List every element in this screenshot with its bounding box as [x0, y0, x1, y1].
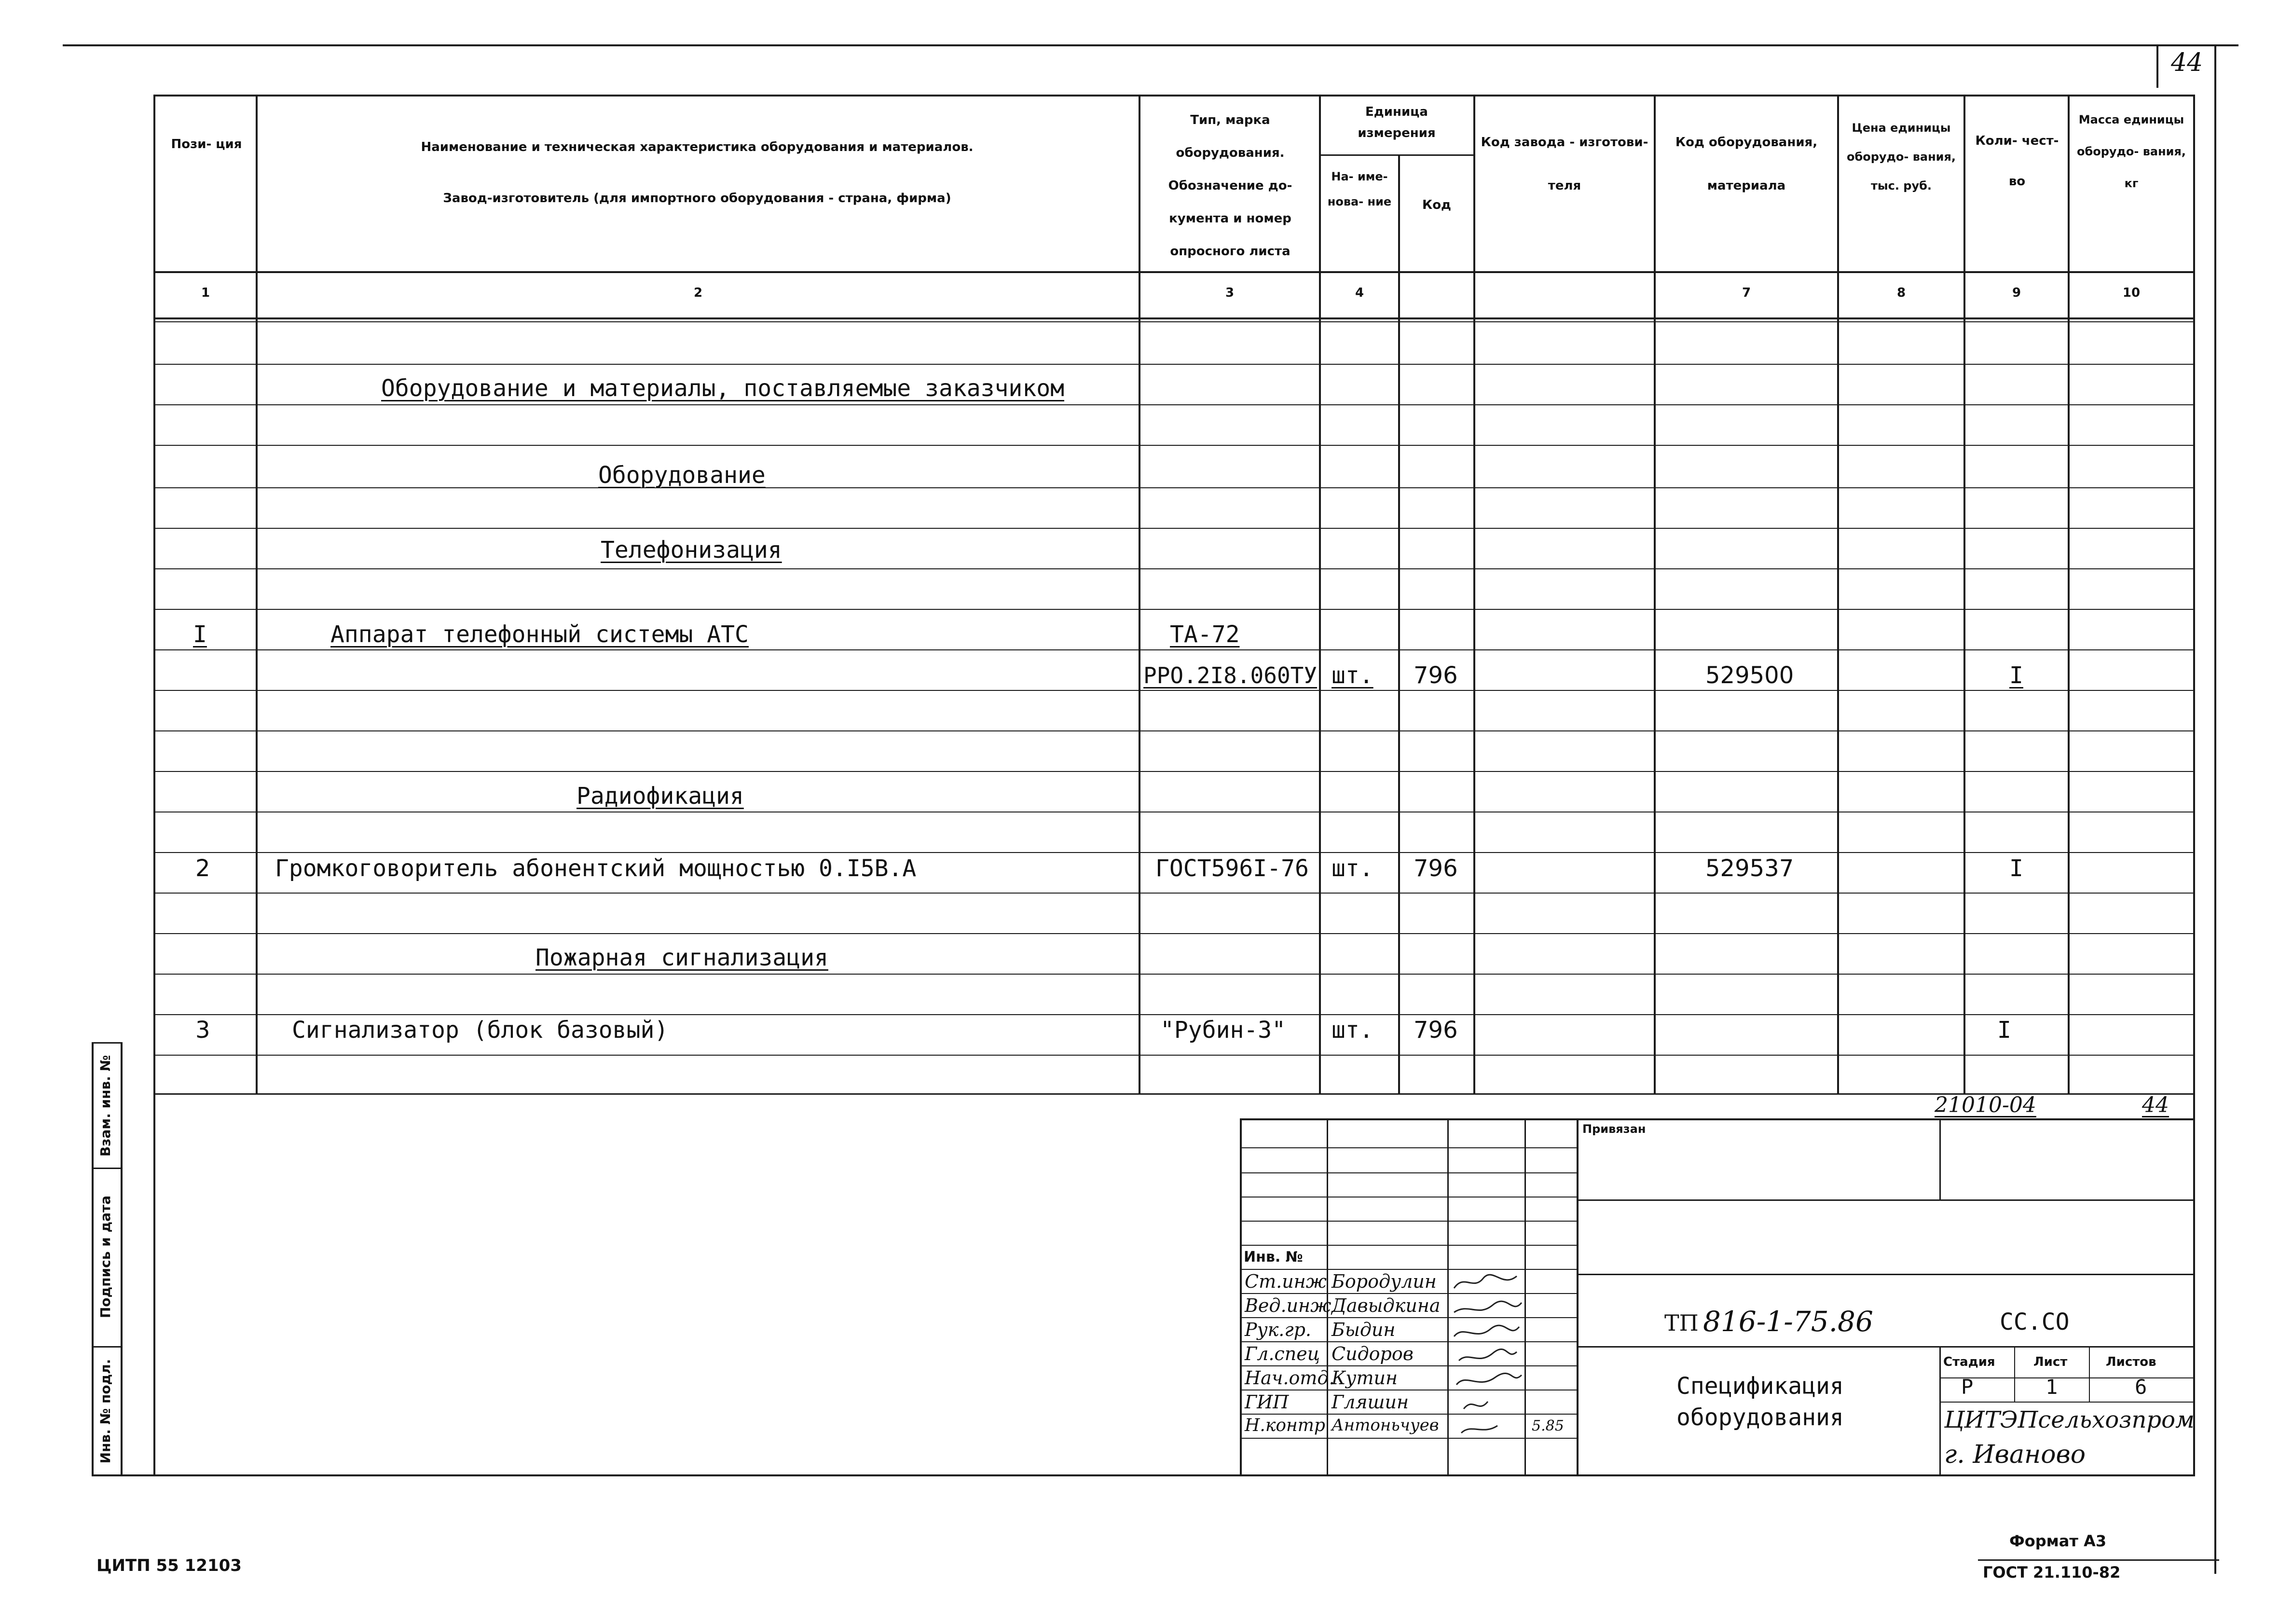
row3-unit-code: 796 — [1414, 1017, 1458, 1044]
section-radio: Радиофикация — [577, 783, 744, 810]
section-customer-supplied: Оборудование и материалы, поставляемые заказчиком — [381, 375, 1065, 402]
row2-name: Громкоговоритель абонентский мощностью 0.I5В.А — [275, 855, 917, 882]
role-2: Вед.инж — [1245, 1295, 1332, 1316]
organization-line2: г. Иваново — [1944, 1440, 2086, 1469]
row1-quantity: I — [2009, 662, 2023, 689]
name-1: Бородулин — [1332, 1271, 1437, 1292]
sheets-value: 6 — [2135, 1375, 2147, 1399]
doc-title-line1: Спецификация — [1676, 1373, 1844, 1400]
section-telephony: Телефонизация — [601, 537, 782, 564]
header-equipment-code: Код оборудования, материала — [1675, 135, 1818, 193]
header-quantity: Коли- чест- во — [1975, 134, 2059, 189]
header-unit-name: На- име- нова- ние — [1327, 170, 1392, 208]
role-3: Рук.гр. — [1245, 1319, 1311, 1340]
doc-mark: СС.СО — [2000, 1308, 2070, 1335]
role-7: Н.контр — [1245, 1416, 1325, 1435]
colnum-7: 7 — [1742, 286, 1751, 300]
row3-unit: шт. — [1332, 1017, 1373, 1044]
header-type: Тип, марка оборудования. Обозначение до- кумента и номер опросного листа — [1168, 113, 1292, 259]
stage-label: Стадия — [1943, 1355, 1995, 1369]
sheet-value: 1 — [2046, 1375, 2058, 1399]
row1-unit-code: 796 — [1414, 662, 1458, 689]
name-2: Давыдкина — [1332, 1295, 1441, 1316]
header-unit-group: Единица измерения — [1358, 105, 1436, 140]
header-unit-price: Цена единицы оборудо- вания, тыс. руб. — [1846, 121, 1956, 193]
stamp-original-inv: Инв. № подл. — [97, 1359, 113, 1464]
header-position: Пози- ция — [171, 137, 242, 151]
row2-position: 2 — [195, 855, 210, 882]
role-6: ГИП — [1245, 1391, 1289, 1413]
header-factory-code: Код завода - изготови- теля — [1481, 135, 1648, 193]
row2-unit-code: 796 — [1414, 855, 1458, 882]
header-name-line1: Наименование и техническая характеристика оборудования и материалов. — [421, 140, 974, 154]
row1-name: Аппарат телефонный системы АТС — [330, 621, 749, 648]
row3-quantity: I — [1997, 1017, 2011, 1044]
date-note: 5.85 — [1532, 1418, 1564, 1434]
row3-position: 3 — [195, 1017, 210, 1044]
colnum-1: 1 — [201, 286, 210, 300]
footer-left-code: ЦИТП 55 12103 — [96, 1556, 242, 1575]
row1-type: ТА-72 — [1170, 621, 1240, 648]
header-name-line2: Завод-изготовитель (для импортного оборудования - страна, фирма) — [443, 191, 951, 206]
stamp-signature-date: Подпись и дата — [97, 1195, 113, 1319]
colnum-3: 3 — [1225, 286, 1235, 300]
inventory-number-label: Инв. № — [1244, 1249, 1303, 1266]
sheets-label: Листов — [2106, 1355, 2156, 1369]
section-fire-alarm: Пожарная сигнализация — [535, 944, 828, 971]
name-7: Антоньчуев — [1332, 1416, 1439, 1435]
doc-number: 816-1-75.86 — [1703, 1305, 1873, 1338]
doc-number-prefix: ТП — [1664, 1310, 1699, 1336]
role-1: Ст.инж — [1245, 1271, 1327, 1292]
header-unit-code: Код — [1422, 198, 1452, 212]
privyazan-label: Привязан — [1582, 1122, 1646, 1136]
footer-gost: ГОСТ 21.110-82 — [1983, 1563, 2121, 1582]
stage-value: Р — [1961, 1375, 1974, 1399]
footer-format: Формат А3 — [2009, 1532, 2107, 1550]
sheet-label: Лист — [2033, 1355, 2068, 1369]
row2-unit: шт. — [1332, 855, 1373, 882]
doc-code-top: 21010-04 — [1935, 1093, 2036, 1117]
colnum-2: 2 — [693, 286, 703, 300]
role-5: Нач.отд. — [1245, 1367, 1335, 1389]
signatures-scribbles — [1449, 1269, 1526, 1438]
row1-document: РРО.2I8.060ТУ — [1143, 662, 1318, 688]
row2-quantity: I — [2009, 855, 2023, 882]
organization-line1: ЦИТЭПсельхозпром — [1944, 1406, 2195, 1433]
name-6: Гляшин — [1332, 1391, 1409, 1413]
row2-type: ГОСТ596I-76 — [1155, 855, 1309, 882]
row1-equipment-code: 529500 — [1705, 662, 1794, 689]
row1-position: I — [193, 621, 207, 648]
section-equipment: Оборудование — [598, 462, 766, 489]
row3-name: Сигнализатор (блок базовый) — [292, 1017, 669, 1044]
page-number: 44 — [2171, 48, 2203, 77]
colnum-4: 4 — [1355, 286, 1364, 300]
name-5: Кутин — [1332, 1367, 1398, 1389]
sheet-number-top: 44 — [2142, 1093, 2169, 1117]
colnum-8: 8 — [1896, 286, 1906, 300]
row2-equipment-code: 529537 — [1705, 855, 1794, 882]
row3-type: "Рубин-3" — [1160, 1017, 1286, 1044]
role-4: Гл.спец — [1245, 1343, 1320, 1364]
name-3: Быдин — [1332, 1319, 1396, 1340]
colnum-9: 9 — [2012, 286, 2021, 300]
name-4: Сидоров — [1332, 1343, 1414, 1364]
row1-unit: шт. — [1332, 662, 1373, 689]
header-unit-mass: Масса единицы оборудо- вания, кг — [2076, 113, 2186, 190]
colnum-10: 10 — [2122, 286, 2141, 300]
doc-title-line2: оборудования — [1676, 1404, 1844, 1431]
stamp-replace-inv: Взам. инв. № — [97, 1055, 113, 1157]
